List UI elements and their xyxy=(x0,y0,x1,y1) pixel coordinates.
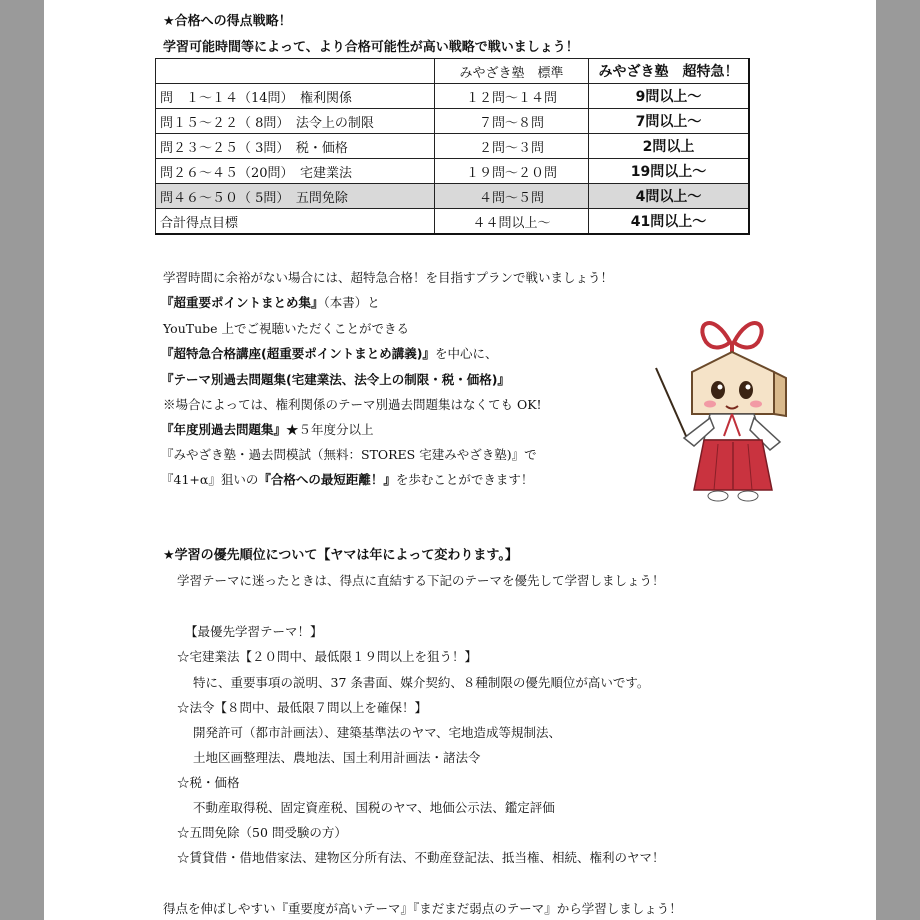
table-total-row xyxy=(156,209,750,235)
mascot-illustration xyxy=(634,312,834,512)
priority-top-label: 【最優先学習テーマ！】 xyxy=(185,624,323,639)
mascot-eye-right xyxy=(739,381,753,399)
express-cell: 41問以上～ xyxy=(589,209,750,235)
strategy-heading: ★合格への得点戦略！ xyxy=(163,14,292,29)
mascot-foot-left xyxy=(708,491,728,501)
subject-cell: 問１５～２２（ 8問） 法令上の制限 xyxy=(156,109,435,134)
express-cell: 9問以上～ xyxy=(589,84,750,109)
mascot-foot-right xyxy=(738,491,758,501)
pointer-stick xyxy=(656,368,686,436)
plan-text: を中心に、 xyxy=(434,346,498,361)
plan-text: ★５年度分以上 xyxy=(286,422,374,437)
subject-cell: 問２３～２５（ 3問） 税・価格 xyxy=(156,134,435,159)
priority-item-detail: 特に、重要事項の説明、37 条書面、媒介契約、８種制限の優先順位が高いです。 xyxy=(193,675,650,690)
plan-text: 『41+α』狙いの xyxy=(161,472,259,487)
priority-item-detail: 不動産取得税、固定資産税、国税のヤマ、地価公示法、鑑定評価 xyxy=(193,800,555,815)
express-cell: 2問以上 xyxy=(589,134,750,159)
table-header-row xyxy=(156,59,750,84)
table-header-cell: みやざき塾 超特急！ xyxy=(589,59,750,84)
plan-yearly-title: 『年度別過去問題集』 xyxy=(161,422,287,437)
table-row xyxy=(156,84,750,109)
mascot-eye-left xyxy=(711,381,725,399)
subject-cell: 合計得点目標 xyxy=(156,209,435,235)
express-cell: 4問以上～ xyxy=(589,184,750,209)
table-row xyxy=(156,134,750,159)
priority-item-detail: 開発許可（都市計画法）、建築基準法のヤマ、宅地造成等規制法、 xyxy=(193,725,562,740)
standard-cell: １２問～１４問 xyxy=(435,84,589,109)
priority-heading: ★学習の優先順位について【ヤマは年によって変わります。】 xyxy=(163,548,518,563)
plan-line: 『テーマ別過去問題集(宅建業法、法令上の制限・税・価格)』 xyxy=(161,372,510,387)
mascot-head-side xyxy=(774,372,786,416)
priority-item-detail: 土地区画整理法、農地法、国土利用計画法・諸法令 xyxy=(193,750,481,765)
score-strategy-table xyxy=(155,58,750,235)
subject-cell: 問２６～４５（20問） 宅建業法 xyxy=(156,159,435,184)
standard-cell: ４４問以上～ xyxy=(435,209,589,235)
priority-item-title: ☆宅建業法【２０問中、最低限１９問以上を狙う！】 xyxy=(177,649,478,664)
plan-book-title: 『超重要ポイントまとめ集』 xyxy=(161,295,324,310)
priority-item-title: ☆賃貸借・借地借家法、建物区分所有法、不動産登記法、抵当権、相続、権利のヤマ！ xyxy=(177,850,665,865)
ribbon-left xyxy=(702,323,730,347)
priority-item-title: ☆税・価格 xyxy=(177,775,240,790)
table-row xyxy=(156,159,750,184)
priority-closing: 得点を伸ばしやすい『重要度が高いテーマ』『まだまだ弱点のテーマ』から学習しましょう！ xyxy=(163,901,682,916)
express-cell: 7問以上～ xyxy=(589,109,750,134)
table-row-highlighted xyxy=(156,184,750,209)
plan-text: を歩むことができます！ xyxy=(395,472,534,487)
plan-line xyxy=(161,470,533,488)
mascot-cheek-left xyxy=(704,401,716,408)
ribbon-right xyxy=(734,323,762,347)
standard-cell: ２問～３問 xyxy=(435,134,589,159)
plan-line xyxy=(161,420,374,438)
table-header-cell xyxy=(156,59,435,84)
plan-line: YouTube 上でご視聴いただくことができる xyxy=(163,321,410,336)
table-row xyxy=(156,109,750,134)
plan-line: 『みやざき塾・過去問模試（無料：STORES 宅建みやざき塾)』で xyxy=(161,447,537,462)
plan-line: 学習時間に余裕がない場合には、超特急合格！を目指すプランで戦いましょう！ xyxy=(163,270,614,285)
standard-cell: １９問～２０問 xyxy=(435,159,589,184)
plan-line xyxy=(161,293,380,311)
plan-text: （本書）と xyxy=(323,295,380,310)
subject-cell: 問 １～１４（14問） 権利関係 xyxy=(156,84,435,109)
express-cell: 19問以上～ xyxy=(589,159,750,184)
plan-shortest-path: 『合格への最短距離！』 xyxy=(258,472,396,487)
plan-course-title: 『超特急合格講座(超重要ポイントまとめ講義)』 xyxy=(161,346,435,361)
standard-cell: ４問～５問 xyxy=(435,184,589,209)
document-page xyxy=(44,0,876,920)
priority-intro: 学習テーマに迷ったときは、得点に直結する下記のテーマを優先して学習しましょう！ xyxy=(177,573,665,588)
priority-item-title: ☆法令【８問中、最低限７問以上を確保！】 xyxy=(177,700,428,715)
plan-line: ※場合によっては、権利関係のテーマ別過去問題集はなくても OK! xyxy=(163,397,542,412)
subject-cell: 問４６～５０（ 5問） 五問免除 xyxy=(156,184,435,209)
mascot-cheek-right xyxy=(750,401,762,408)
plan-line xyxy=(161,344,497,362)
priority-item-title: ☆五問免除（50 問受験の方） xyxy=(177,825,347,840)
strategy-subheading: 学習可能時間等によって、より合格可能性が高い戦略で戦いましょう！ xyxy=(163,40,579,55)
standard-cell: ７問～８問 xyxy=(435,109,589,134)
table-header-cell: みやざき塾 標準 xyxy=(435,59,589,84)
